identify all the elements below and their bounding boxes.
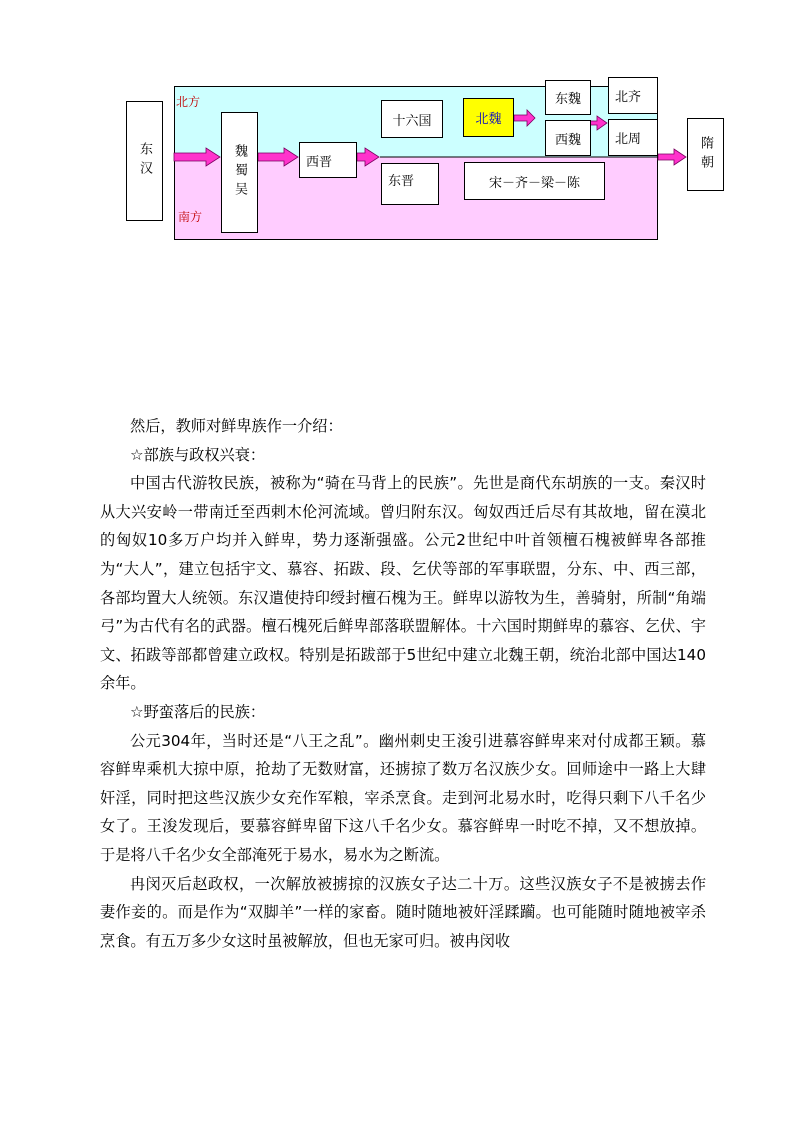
box-songqiliangchen: 宋－齐－梁－陈 xyxy=(464,162,605,200)
arrow-weishuwu-xijin xyxy=(258,148,298,166)
box-donghan: 东汉 xyxy=(126,101,163,221)
box-dongwei: 东魏 xyxy=(545,80,591,115)
arrow-dongxiwei-beizhou xyxy=(589,116,607,130)
box-xijin: 西晋 xyxy=(299,142,357,178)
arrow-xijin-split xyxy=(357,148,379,166)
paragraph-barbaric-1: 公元304年，当时还是“八王之乱”。幽州刺史王浚引进慕容鲜卑来对付成都王颖。慕容鲜卑乘机大掠中原，抢劫了无数财富，还掳掠了数万名汉族少女。回师途中一路上大肆奸淫，同时把这些汉族少女充作军粮，宰杀烹食。走到河北易水时，吃得只剩下八千名少女了。王浚发现后，要慕容鲜卑留下这八千名少女。慕容鲜卑一时吃不掉，又不想放掉。于是将八千名少女全部淹死于易水，易水为之断流。 xyxy=(100,731,706,864)
arrow-beiwei-dongxiwei xyxy=(514,110,535,126)
box-dongjin: 东晋 xyxy=(381,163,439,205)
body-text xyxy=(100,412,706,955)
box-xiwei: 西魏 xyxy=(545,120,591,156)
box-beiqi: 北齐 xyxy=(608,77,658,114)
heading-barbaric: ☆野蛮落后的民族： xyxy=(130,702,266,721)
box-beiwei: 北魏 xyxy=(463,98,514,137)
box-beizhou: 北周 xyxy=(608,119,658,156)
dynasty-diagram xyxy=(0,0,794,260)
box-suichao: 隋朝 xyxy=(687,118,724,191)
arrow-to-suichao xyxy=(658,149,686,165)
heading-rise-fall: ☆部族与政权兴衰： xyxy=(130,445,266,464)
north-label: 北方 xyxy=(176,95,201,109)
box-shiliuguo: 十六国 xyxy=(381,100,443,138)
paragraph-intro: 然后，教师对鲜卑族作一介绍： xyxy=(130,417,343,435)
box-weishuwu: 魏蜀吴 xyxy=(221,112,258,233)
paragraph-rise-fall: 中国古代游牧民族，被称为“骑在马背上的民族”。先世是商代东胡族的一支。秦汉时从大兴安岭一带南迁至西剌木伦河流域。曾归附东汉。匈奴西迁后尽有其故地，留在漠北的匈奴10多万户均并入鲜卑，势力逐渐强盛。公元2世纪中叶首领檀石槐被鲜卑各部推为“大人”，建立包括宇文、慕容、拓跋、段、乞伏等部的军事联盟，分东、中、西三部，各部均置大人统领。东汉遣使持印绶封檀石槐为王。鲜卑以游牧为生，善骑射，所制“角端弓”为古代有名的武器。檀石槐死后鲜卑部落联盟解体。十六国时期鲜卑的慕容、乞伏、宇文、拓跋等部都曾建立政权。特别是拓跋部于5世纪中建立北魏王朝，统治北部中国达140余年。 xyxy=(100,474,706,693)
south-label: 南方 xyxy=(178,210,203,224)
arrow-donghan-weishuwu xyxy=(174,148,220,166)
paragraph-barbaric-2: 冉闵灭后赵政权，一次解放被掳掠的汉族女子达二十万。这些汉族女子不是被掳去作妻作妾的。而是作为“双脚羊”一样的家畜。随时随地被奸淫蹂躏。也可能随时随地被宰杀烹食。有五万多少女这时虽被解放，但也无家可归。被冉闵收 xyxy=(100,874,706,950)
